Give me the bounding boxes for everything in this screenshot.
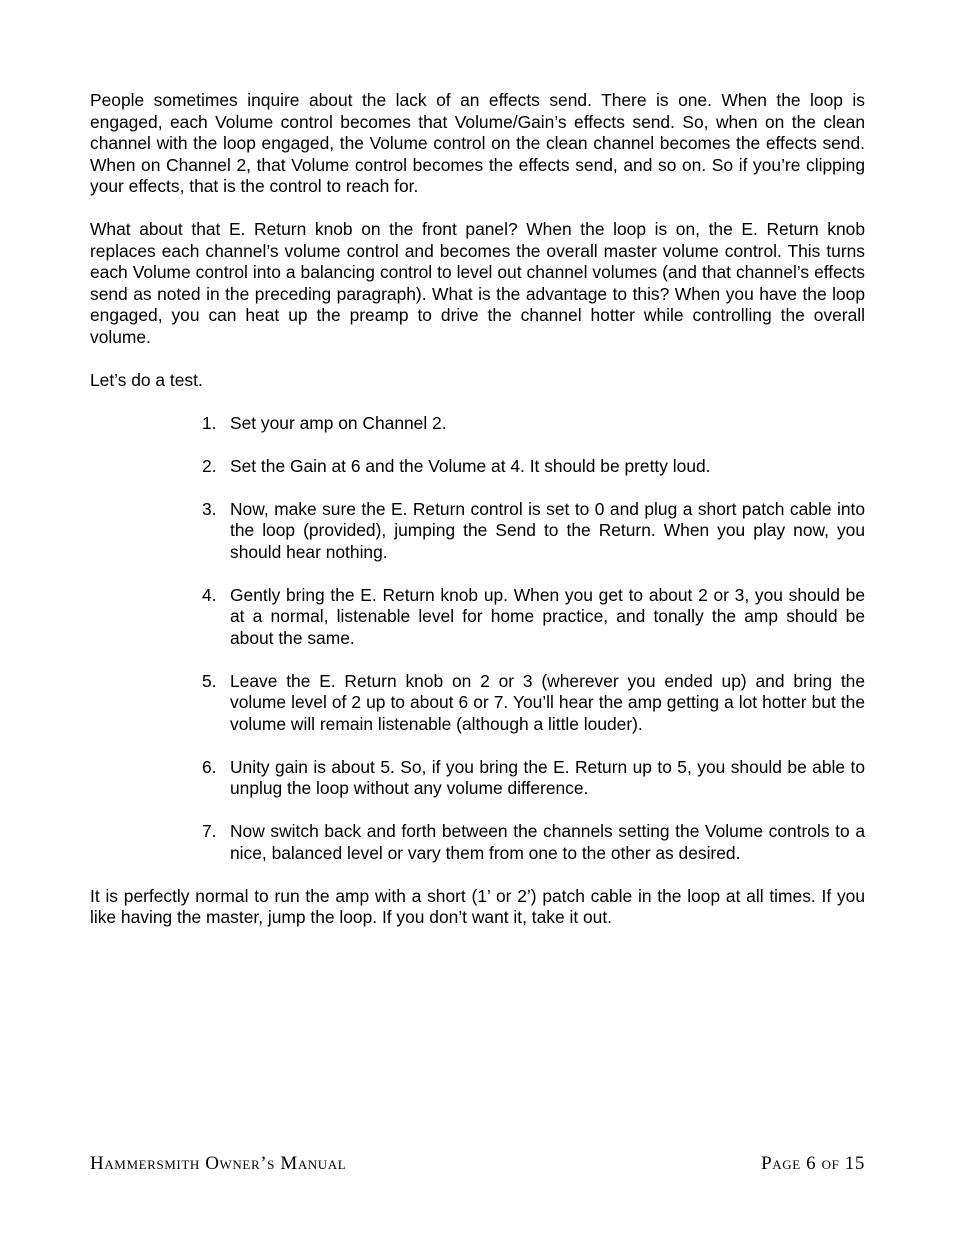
paragraph-closing: It is perfectly normal to run the amp with a short (1’ or 2’) patch cable in the loop at all times. If you like having the master, jump the loop. If you don’t want it, take it out. (90, 885, 865, 927)
paragraph-effects-send: People sometimes inquire about the lack of an effects send. There is one. When the loop is engaged, each Volume control becomes that Volume/Gain’s effects send. So, when on the clean channel with the loop engaged, the Volume control on the clean channel becomes the effects send. When on Channel 2, that Volume control becomes the effects send, and so on. So if you’re clipping your effects, that is the control to reach for. (90, 90, 865, 196)
list-item (90, 413, 865, 435)
list-item-number: 7. (202, 821, 217, 841)
list-item (90, 456, 865, 478)
list-item-number: 3. (202, 498, 217, 519)
list-item-text: Set your amp on Channel 2. (230, 412, 447, 433)
list-item (90, 757, 865, 800)
list-item-number: 2. (202, 455, 217, 476)
list-item (90, 499, 865, 564)
list-item-number: 5. (202, 670, 217, 691)
footer-manual-title: Hammersmith Owner’s Manual (90, 1153, 347, 1174)
list-item-number: 1. (202, 412, 217, 433)
list-item-text: Now, make sure the E. Return control is set to 0 and plug a short patch cable into the loop (provided), jumping the Send to the Return. When you play now, you should hear nothing. (230, 498, 865, 562)
list-item-number: 6. (202, 756, 217, 777)
paragraph-e-return-knob: What about that E. Return knob on the front panel? When the loop is on, the E. Return knob replaces each channel’s volume control and becomes the overall master volume control. This turns each Volume control into a balancing control to level out channel volumes (and that channel’s effects send as noted in the preceding paragraph). What is the advantage to this? When you have the loop engaged, you can heat up the preamp to drive the channel hotter while controlling the overall volume. (90, 219, 865, 347)
list-item (90, 585, 865, 650)
page-footer (90, 1153, 865, 1179)
list-item (90, 821, 865, 864)
document-body (90, 90, 865, 950)
list-item-text: Now switch back and forth between the channels setting the Volume controls to a nice, balanced level or vary them from one to the other as desired. (230, 821, 865, 863)
footer-page-number: Page 6 of 15 (761, 1153, 865, 1174)
paragraph-test-intro: Let’s do a test. (90, 369, 203, 390)
list-item-text: Leave the E. Return knob on 2 or 3 (wherever you ended up) and bring the volume level of 2 up to about 6 or 7. You’ll hear the amp getting a lot hotter but the volume will remain listenable (although a little louder). (230, 670, 865, 734)
test-steps-list (90, 413, 865, 865)
list-item-text: Unity gain is about 5. So, if you bring the E. Return up to 5, you should be able to unplug the loop without any volume difference. (230, 756, 865, 798)
list-item-text: Gently bring the E. Return knob up. When you get to about 2 or 3, you should be at a normal, listenable level for home practice, and tonally the amp should be about the same. (230, 584, 865, 648)
list-item-text: Set the Gain at 6 and the Volume at 4. It should be pretty loud. (230, 455, 711, 476)
list-item (90, 671, 865, 736)
list-item-number: 4. (202, 584, 217, 605)
